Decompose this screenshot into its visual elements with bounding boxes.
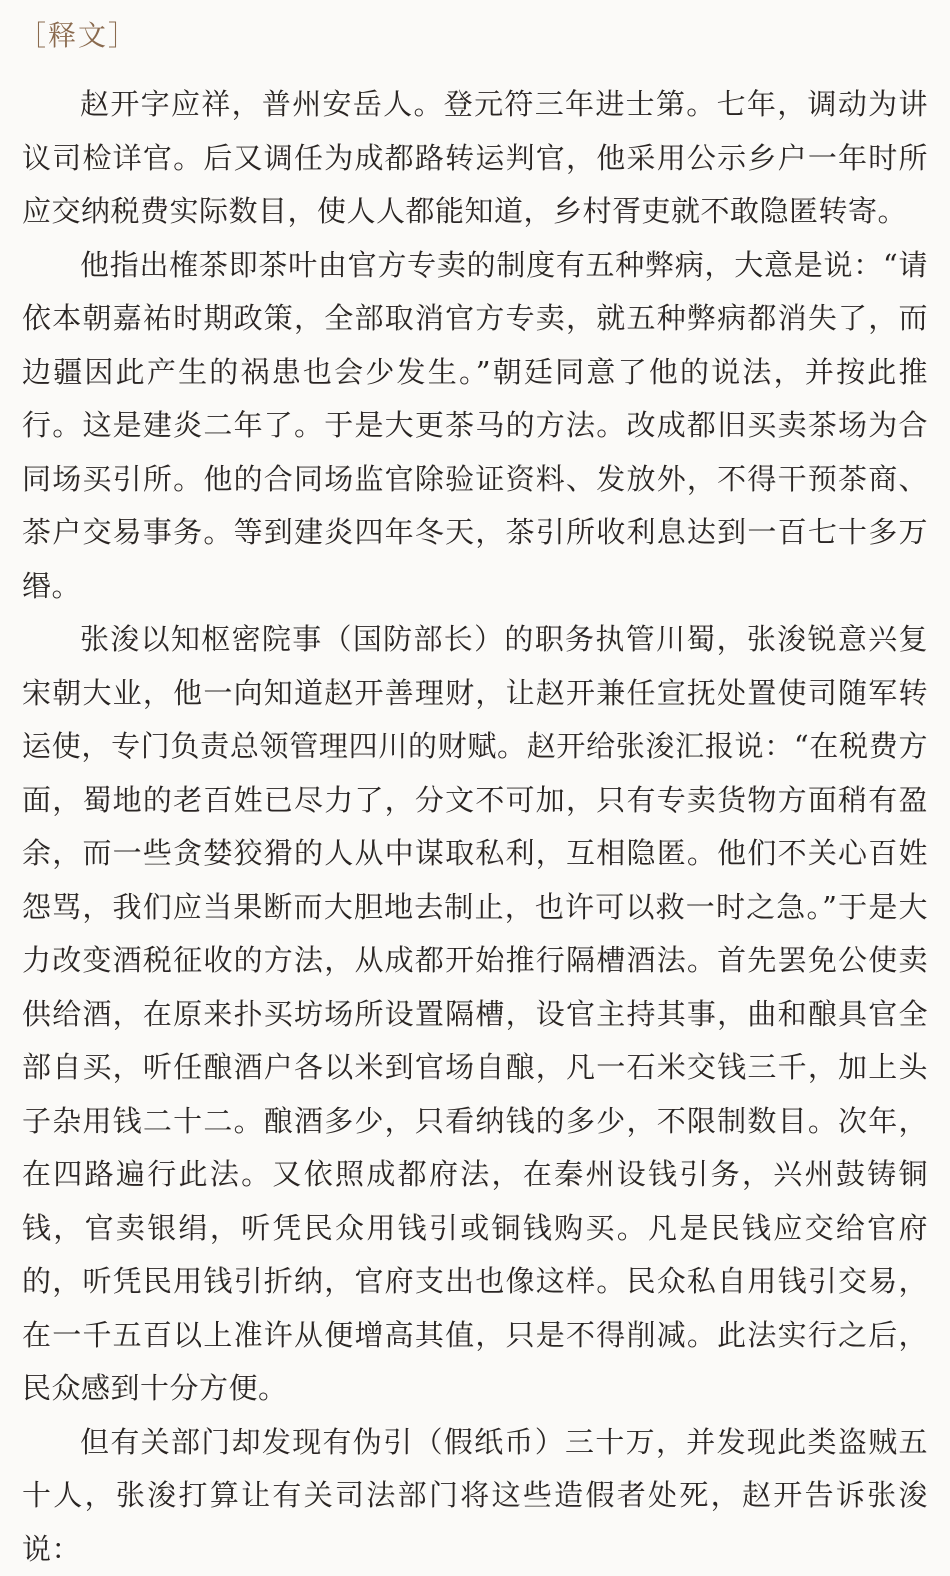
paragraph: 张浚以知枢密院事（国防部长）的职务执管川蜀，张浚锐意兴复宋朝大业，他一向知道赵开善理财，让赵开兼任宣抚处置使司随军转运使，专门负责总领管理四川的财赋。赵开给张浚汇报说：“在税费方面，蜀地的老百姓已尽力了，分文不可加，只有专卖货物方面稍有盈余，而一些贪婪狡猾的人从中谋取私利，互相隐匿。他们不关心百姓怨骂，我们应当果断而大胆地去制止，也许可以救一时之急。”于是大力改变酒税征收的方法，从成都开始推行隔槽酒法。首先罢免公使卖供给酒，在原来扑买坊场所设置隔槽，设官主持其事，曲和酿具官全部自买，听任酿酒户各以米到官场自酿，凡一石米交钱三千，加上头子杂用钱二十二。酿酒多少，只看纳钱的多少，不限制数目。次年，在四路遍行此法。又依照成都府法，在秦州设钱引务，兴州鼓铸铜钱，官卖银绢，听凭民众用钱引或铜钱购买。凡是民钱应交给官府的，听凭民用钱引折纳，官府支出也像这样。民众私自用钱引交易，在一千五百以上准许从便增高其值，只是不得削减。此法实行之后，民众感到十分方便。 <box>22 613 928 1416</box>
section-label: ［释文］ <box>18 16 138 56</box>
paragraph: 但有关部门却发现有伪引（假纸币）三十万，并发现此类盗贼五十人，张浚打算让有关司法部门将这些造假者处死，赵开告诉张浚说： <box>22 1416 928 1576</box>
translation-text <box>22 78 928 1576</box>
paragraph: 他指出榷茶即茶叶由官方专卖的制度有五种弊病，大意是说：“请依本朝嘉祐时期政策，全部取消官方专卖，就五种弊病都消失了，而边疆因此产生的祸患也会少发生。”朝廷同意了他的说法，并按此推行。这是建炎二年了。于是大更茶马的方法。改成都旧买卖茶场为合同场买引所。他的合同场监官除验证资料、发放外，不得干预茶商、茶户交易事务。等到建炎四年冬天，茶引所收利息达到一百七十多万缗。 <box>22 239 928 614</box>
paragraph: 赵开字应祥，普州安岳人。登元符三年进士第。七年，调动为讲议司检详官。后又调任为成都路转运判官，他采用公示乡户一年时所应交纳税费实际数目，使人人都能知道，乡村胥吏就不敢隐匿转寄。 <box>22 78 928 239</box>
